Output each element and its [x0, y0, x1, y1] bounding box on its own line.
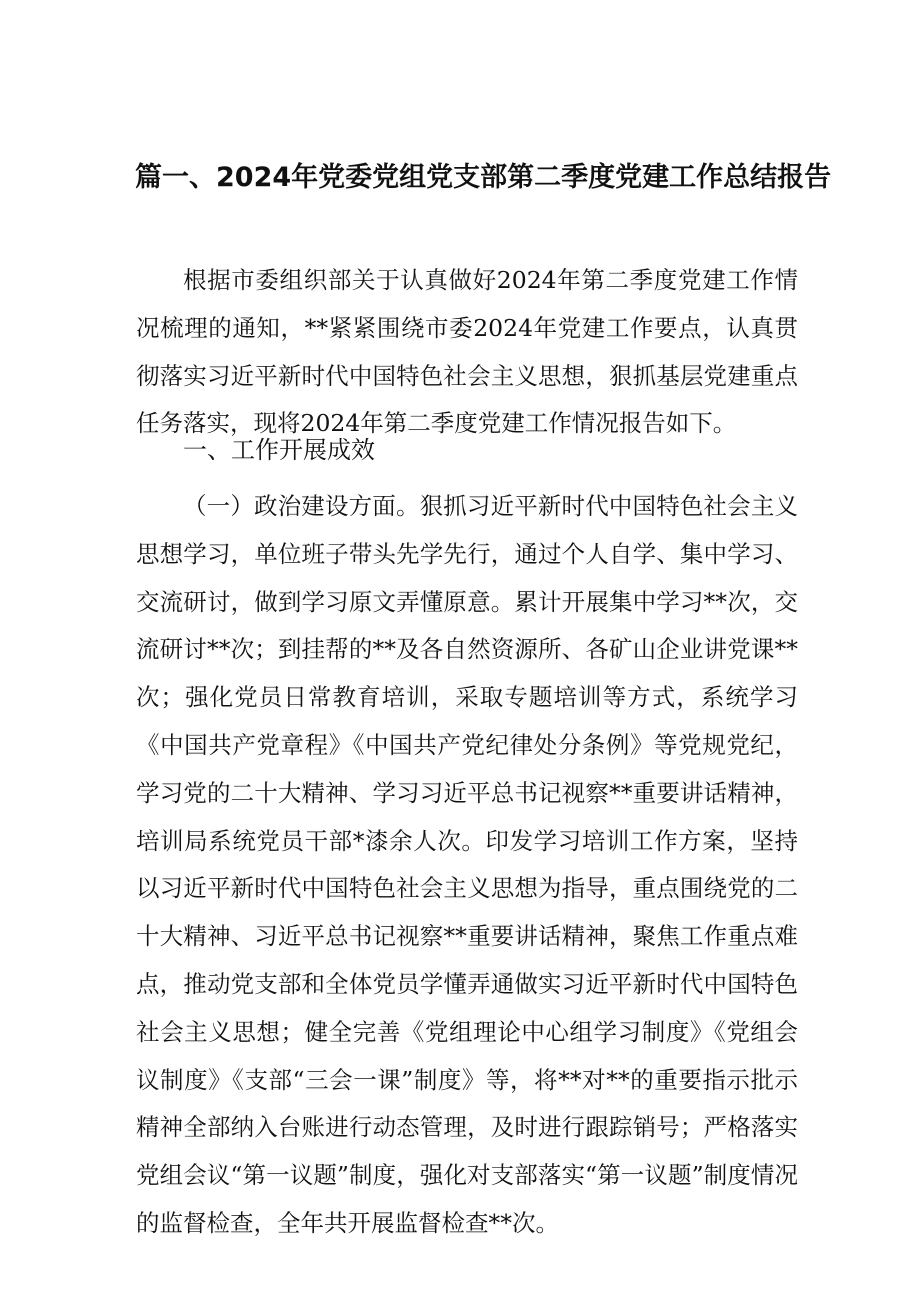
- intro-paragraph: 根据市委组织部关于认真做好2024年第二季度党建工作情况梳理的通知，**紧紧围绕市委2024年党建工作要点，认真贯彻落实习近平新时代中国特色社会主义思想，狠抓基层党建重点任务落实，现将2024年第二季度党建工作情况报告如下。: [136, 266, 798, 438]
- document-title: 篇一、2024年党委党组党支部第二季度党建工作总结报告: [135, 162, 832, 193]
- subsection-paragraph: （一）政治建设方面。狠抓习近平新时代中国特色社会主义思想学习，单位班子带头先学先行，通过个人自学、集中学习、交流研讨，做到学习原文弄懂原意。累计开展集中学习**次，交流研讨**次；到挂帮的**及各自然资源所、各矿山企业讲党课**次；强化党员日常教育培训，采取专题培训等方式，系统学习《中国共产党章程》《中国共产党纪律处分条例》等党规党纪，学习党的二十大精神、学习习近平总书记视察**重要讲话精神，培训局系统党员干部*漆余人次。印发学习培训工作方案，坚持以习近平新时代中国特色社会主义思想为指导，重点围绕党的二十大精神、习近平总书记视察**重要讲话精神，聚焦工作重点难点，推动党支部和全体党员学懂弄通做实习近平新时代中国特色社会主义思想；健全完善《党组理论中心组学习制度》《党组会议制度》《支部“三会一课”制度》等，将**对**的重要指示批示精神全部纳入台账进行动态管理，及时进行跟踪销号；严格落实党组会议“第一议题”制度，强化对支部落实“第一议题”制度情况的监督检查，全年共开展监督检查**次。: [136, 492, 798, 1237]
- section-heading: 一、工作开展成效: [183, 436, 375, 464]
